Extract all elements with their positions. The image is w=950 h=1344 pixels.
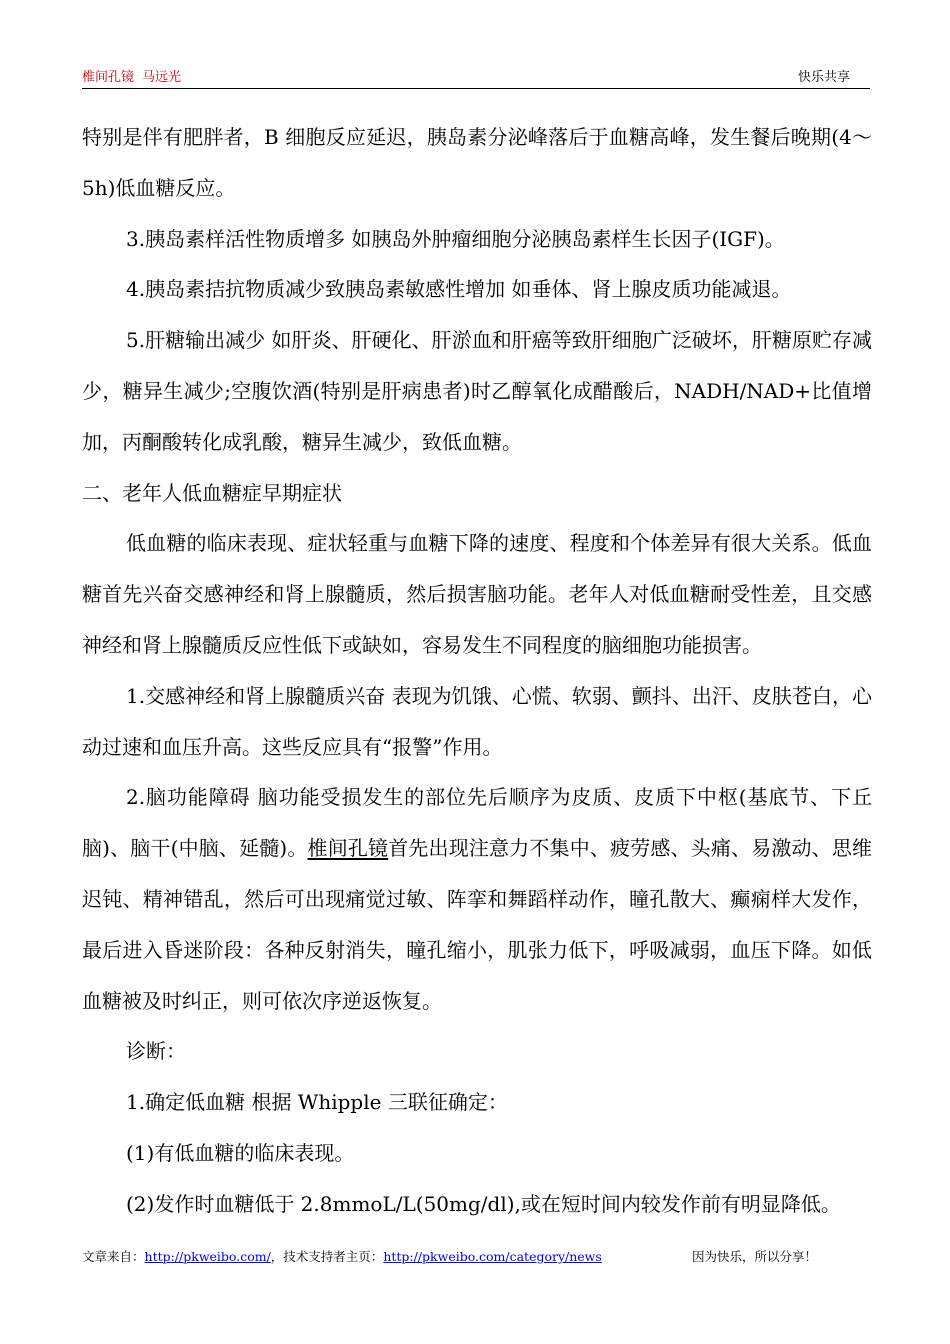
page-footer: [82, 1247, 872, 1265]
header-link-keyword[interactable]: 椎间孔镜: [82, 70, 135, 85]
footer-support-link[interactable]: http://pkweibo.com/category/news: [383, 1249, 602, 1264]
footer-slogan: 因为快乐，所以分享！: [692, 1249, 818, 1264]
paragraph-8-part2: 首先出现注意力不集中、疲劳感、头痛、易激动、思维迟钝、精神错乱，然后可出现痛觉过敏、阵挛和舞蹈样动作，瞳孔散大、癫痫样大发作，最后进入昏迷阶段：各种反射消失，瞳孔缩小，肌张力低下，呼吸减弱，血压下降。如低血糖被及时纠正，则可依次序逆返恢复。: [82, 836, 873, 1013]
header-slogan: 快乐共享: [797, 70, 850, 85]
footer-support-label: ，技术支持者主页：: [270, 1249, 384, 1264]
paragraph-8: [82, 772, 872, 1026]
document-body: [82, 112, 872, 1230]
paragraph-12: (2)发作时血糖低于 2.8mmoL/L(50mg/dl),或在短时间内较发作前有明显降低。: [126, 1191, 841, 1216]
paragraph-2: 3.胰岛素样活性物质增多 如胰岛外肿瘤细胞分泌胰岛素样生长因子(IGF)。: [126, 226, 785, 251]
paragraph-8-part1: 2.脑功能障碍 脑功能受损发生的部位先后顺序为皮质、皮质下中枢(基底节、下丘脑)、脑干(中脑、延髓)。: [82, 785, 872, 861]
paragraph-3: 4.胰岛素拮抗物质减少致胰岛素敏感性增加 如垂体、肾上腺皮质功能减退。: [126, 277, 792, 302]
footer-source-label: 文章来自：: [82, 1249, 145, 1264]
diagnosis-heading: 诊断：: [126, 1039, 186, 1064]
header-links: [82, 66, 181, 85]
paragraph-1: 特别是伴有肥胖者，B 细胞反应延迟，胰岛素分泌峰落后于血糖高峰，发生餐后晚期(4～5h)低血糖反应。: [82, 125, 872, 200]
paragraph-7: 1.交感神经和肾上腺髓质兴奋 表现为饥饿、心慌、软弱、颤抖、出汗、皮肤苍白，心动过速和血压升高。这些反应具有“报警”作用。: [82, 683, 872, 759]
section-heading: 二、老年人低血糖症早期症状: [82, 480, 342, 505]
paragraph-10: 1.确定低血糖 根据 Whipple 三联征确定：: [126, 1090, 508, 1115]
paragraph-4: 5.肝糖输出减少 如肝炎、肝硬化、肝淤血和肝癌等致肝细胞广泛破坏，肝糖原贮存减少，糖异生减少;空腹饮酒(特别是肝病患者)时乙醇氧化成醋酸后，NADH/NAD+比值增加，丙酮酸转化成乳酸，糖异生减少，致低血糖。: [82, 328, 872, 454]
page-header: [82, 66, 870, 89]
paragraph-6: 低血糖的临床表现、症状轻重与血糖下降的速度、程度和个体差异有很大关系。低血糖首先兴奋交感神经和肾上腺髓质，然后损害脑功能。老年人对低血糖耐受性差，且交感神经和肾上腺髓质反应性低下或缺如，容易发生不同程度的脑细胞功能损害。: [82, 531, 872, 657]
paragraph-11: (1)有低血糖的临床表现。: [126, 1140, 355, 1165]
footer-source-link[interactable]: http://pkweibo.com/: [144, 1249, 271, 1264]
header-link-author[interactable]: 马远光: [142, 70, 182, 85]
inline-keyword-link[interactable]: 椎间孔镜: [307, 836, 389, 861]
